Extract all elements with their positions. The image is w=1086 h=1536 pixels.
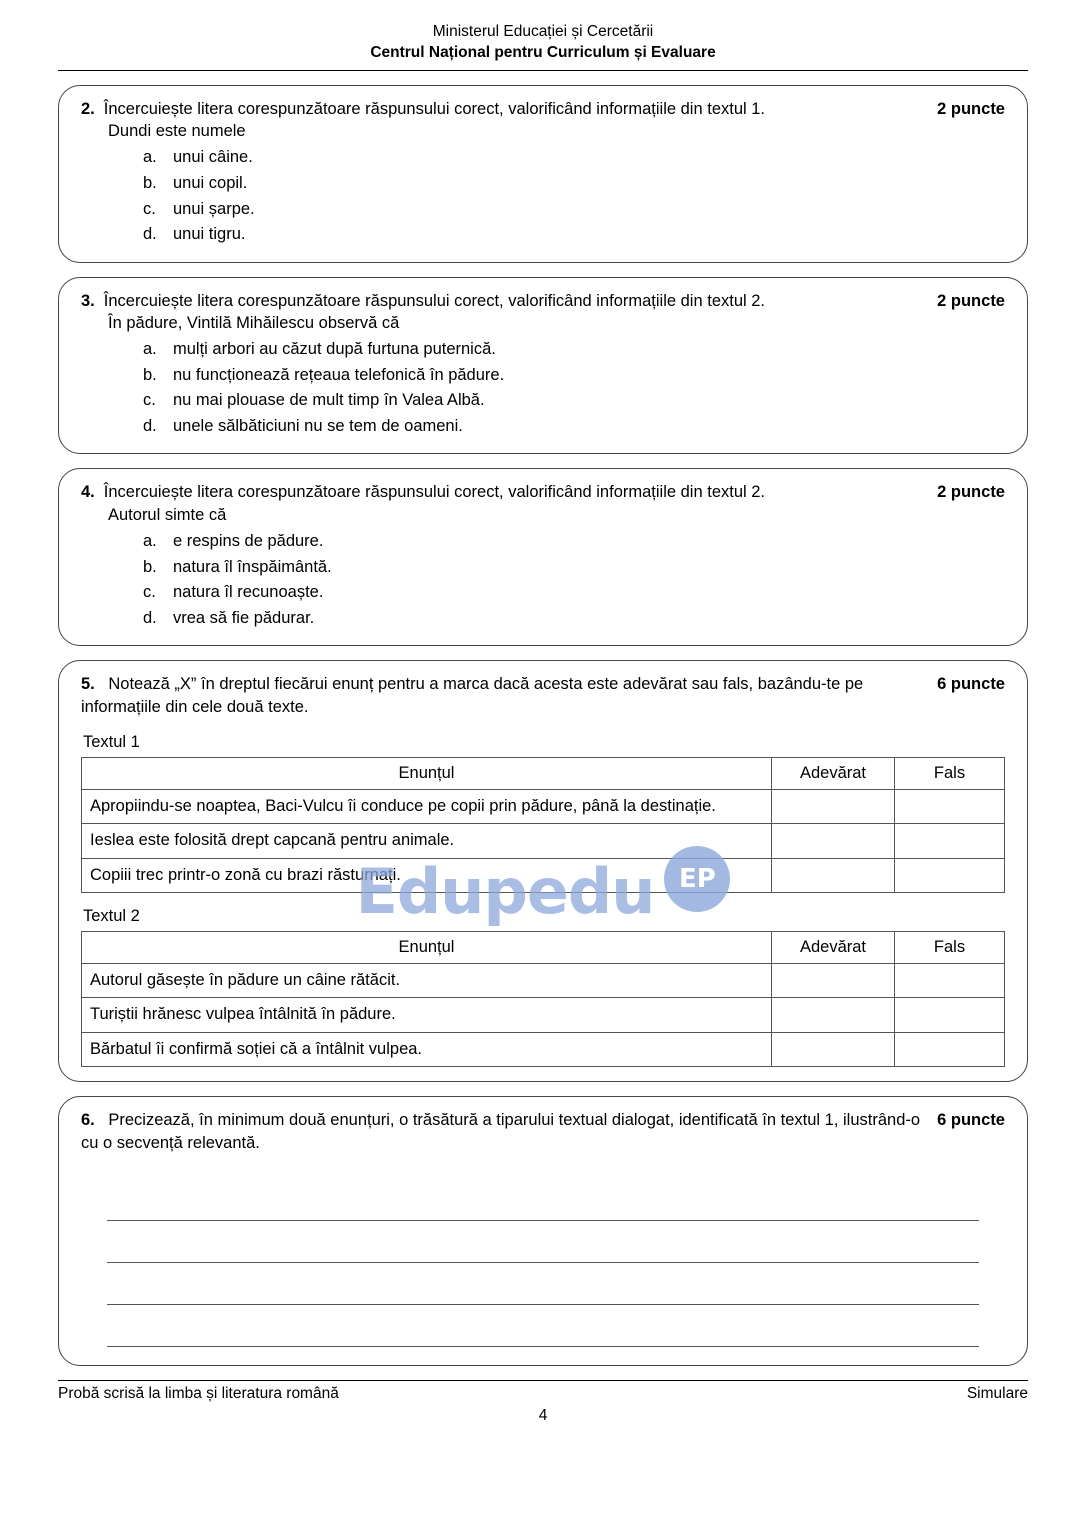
- option-letter: c.: [143, 391, 156, 410]
- footer-left-text: Probă scrisă la limba și literatura română: [58, 1384, 339, 1402]
- option-letter: c.: [143, 583, 156, 602]
- question-5-prompt: Notează „X” în dreptul fiecărui enunț pentru a marca dacă acesta este adevărat sau fals, bazându-te pe informațiile din cele două texte.: [81, 675, 864, 716]
- true-cell[interactable]: [772, 824, 895, 858]
- question-2-prompt: Încercuiește litera corespunzătoare răspunsului corect, valorificând informațiile din textul 1.: [103, 99, 766, 118]
- statement-cell: Autorul găsește în pădure un câine rătăcit.: [82, 964, 772, 998]
- table-row: [82, 1032, 1005, 1066]
- column-header-false: Fals: [895, 932, 1005, 964]
- option-text: e respins de pădure.: [173, 531, 324, 550]
- table-header-row: [82, 932, 1005, 964]
- statement-cell: Apropiindu-se noaptea, Baci-Vulcu îi conduce pe copii prin pădure, până la destinație.: [82, 789, 772, 823]
- question-4-number: 4.: [81, 483, 95, 502]
- false-cell[interactable]: [895, 789, 1005, 823]
- option-text: nu mai plouase de mult timp în Valea Albă.: [173, 391, 485, 410]
- option-text: natura îl recunoaște.: [173, 583, 324, 602]
- option-item[interactable]: [143, 145, 1005, 171]
- table-1-label: Textul 1: [83, 732, 140, 751]
- statement-cell: Copiii trec printr-o zonă cu brazi răsturnați.: [82, 858, 772, 892]
- statement-cell: Ieslea este folosită drept capcană pentru animale.: [82, 824, 772, 858]
- option-letter: a.: [143, 148, 157, 167]
- option-text: unele sălbăticiuni nu se tem de oameni.: [173, 416, 463, 435]
- question-4-subprompt: Autorul simte că: [108, 505, 227, 524]
- question-3-heading: [81, 290, 1005, 312]
- option-item[interactable]: [143, 555, 1005, 581]
- option-letter: d.: [143, 225, 157, 244]
- true-cell[interactable]: [772, 858, 895, 892]
- option-item[interactable]: [143, 222, 1005, 248]
- option-item[interactable]: [143, 171, 1005, 197]
- option-text: nu funcționează rețeaua telefonică în pădure.: [173, 365, 505, 384]
- footer-divider: [58, 1380, 1028, 1381]
- column-header-true: Adevărat: [772, 932, 895, 964]
- question-5-heading: [81, 673, 1005, 719]
- true-cell[interactable]: [772, 789, 895, 823]
- answer-line[interactable]: [107, 1221, 979, 1263]
- table-row: [82, 858, 1005, 892]
- question-4-heading: [81, 481, 1005, 503]
- option-text: mulți arbori au căzut după furtuna puternică.: [173, 340, 496, 359]
- table-2-label: Textul 2: [83, 907, 140, 926]
- question-6-heading: [81, 1109, 1005, 1155]
- document-header: [58, 22, 1028, 68]
- statement-cell: Bărbatul îi confirmă soției că a întâlnit vulpea.: [82, 1032, 772, 1066]
- column-header-false: Fals: [895, 757, 1005, 789]
- footer-right-text: Simulare: [966, 1384, 1028, 1402]
- ministry-line: Ministerul Educației și Cercetării: [432, 23, 654, 40]
- option-item[interactable]: [143, 363, 1005, 389]
- option-text: vrea să fie pădurar.: [173, 608, 315, 627]
- column-header-true: Adevărat: [772, 757, 895, 789]
- watermark-badge-icon: EP: [664, 846, 730, 912]
- table-row: [82, 964, 1005, 998]
- option-text: unui tigru.: [173, 225, 246, 244]
- answer-area[interactable]: [107, 1179, 979, 1347]
- question-4-prompt: Încercuiește litera corespunzătoare răspunsului corect, valorificând informațiile din textul 2.: [103, 483, 766, 502]
- table-header-row: [82, 757, 1005, 789]
- truth-table-text-1: [81, 757, 1005, 893]
- question-2-options: [143, 145, 1005, 247]
- false-cell[interactable]: [895, 824, 1005, 858]
- question-block-6: [58, 1096, 1028, 1366]
- option-letter: c.: [143, 199, 156, 218]
- option-letter: a.: [143, 531, 157, 550]
- true-cell[interactable]: [772, 964, 895, 998]
- question-3-number: 3.: [81, 291, 95, 310]
- header-divider: [58, 70, 1028, 71]
- option-item[interactable]: [143, 337, 1005, 363]
- true-cell[interactable]: [772, 998, 895, 1032]
- option-item[interactable]: [143, 606, 1005, 632]
- option-item[interactable]: [143, 388, 1005, 414]
- option-text: unui copil.: [173, 173, 248, 192]
- true-cell[interactable]: [772, 1032, 895, 1066]
- option-text: unui șarpe.: [173, 199, 255, 218]
- false-cell[interactable]: [895, 998, 1005, 1032]
- question-5-points: 6 puncte: [937, 675, 1005, 694]
- question-4-options: [143, 529, 1005, 631]
- statement-cell: Turiștii hrănesc vulpea întâlnită în pădure.: [82, 998, 772, 1032]
- table-row: [82, 824, 1005, 858]
- document-footer: [58, 1385, 1028, 1403]
- question-2-number: 2.: [81, 99, 95, 118]
- question-6-prompt: Precizează, în minimum două enunțuri, o trăsătură a tiparului textual dialogat, identificată în textul 1, ilustrând-o cu o secvență relevantă.: [81, 1111, 921, 1153]
- option-letter: d.: [143, 416, 157, 435]
- option-letter: a.: [143, 340, 157, 359]
- question-2-points: 2 puncte: [937, 99, 1005, 118]
- option-letter: b.: [143, 173, 157, 192]
- question-block-4: [58, 468, 1028, 646]
- question-block-5: [58, 660, 1028, 1082]
- question-2-heading: [81, 98, 1005, 120]
- question-3-prompt: Încercuiește litera corespunzătoare răspunsului corect, valorificând informațiile din textul 2.: [103, 291, 766, 310]
- option-letter: d.: [143, 608, 157, 627]
- question-3-points: 2 puncte: [937, 291, 1005, 310]
- option-item[interactable]: [143, 580, 1005, 606]
- question-3-subprompt: În pădure, Vintilă Mihăilescu observă că: [108, 313, 400, 332]
- question-block-3: [58, 277, 1028, 455]
- column-header-statement: Enunțul: [82, 932, 772, 964]
- question-4-points: 2 puncte: [937, 483, 1005, 502]
- watermark-text: Edupedu: [355, 855, 655, 928]
- question-2-subprompt: Dundi este numele: [108, 122, 246, 141]
- question-6-points: 6 puncte: [937, 1111, 1005, 1130]
- table-row: [82, 789, 1005, 823]
- option-item[interactable]: [143, 197, 1005, 223]
- question-5-number: 5.: [81, 675, 95, 694]
- page-number: 4: [538, 1406, 548, 1424]
- answer-line[interactable]: [107, 1263, 979, 1305]
- answer-line[interactable]: [107, 1305, 979, 1347]
- answer-line[interactable]: [107, 1179, 979, 1221]
- option-letter: b.: [143, 557, 157, 576]
- truth-table-text-2: [81, 931, 1005, 1067]
- option-item[interactable]: [143, 414, 1005, 440]
- center-line: Centrul Național pentru Curriculum și Evaluare: [370, 43, 716, 61]
- option-text: unui câine.: [173, 148, 253, 167]
- false-cell[interactable]: [895, 964, 1005, 998]
- option-item[interactable]: [143, 529, 1005, 555]
- question-3-options: [143, 337, 1005, 439]
- option-text: natura îl înspăimântă.: [173, 557, 332, 576]
- false-cell[interactable]: [895, 1032, 1005, 1066]
- question-6-number: 6.: [81, 1111, 95, 1130]
- table-row: [82, 998, 1005, 1032]
- question-block-2: [58, 85, 1028, 263]
- option-letter: b.: [143, 365, 157, 384]
- column-header-statement: Enunțul: [82, 757, 772, 789]
- false-cell[interactable]: [895, 858, 1005, 892]
